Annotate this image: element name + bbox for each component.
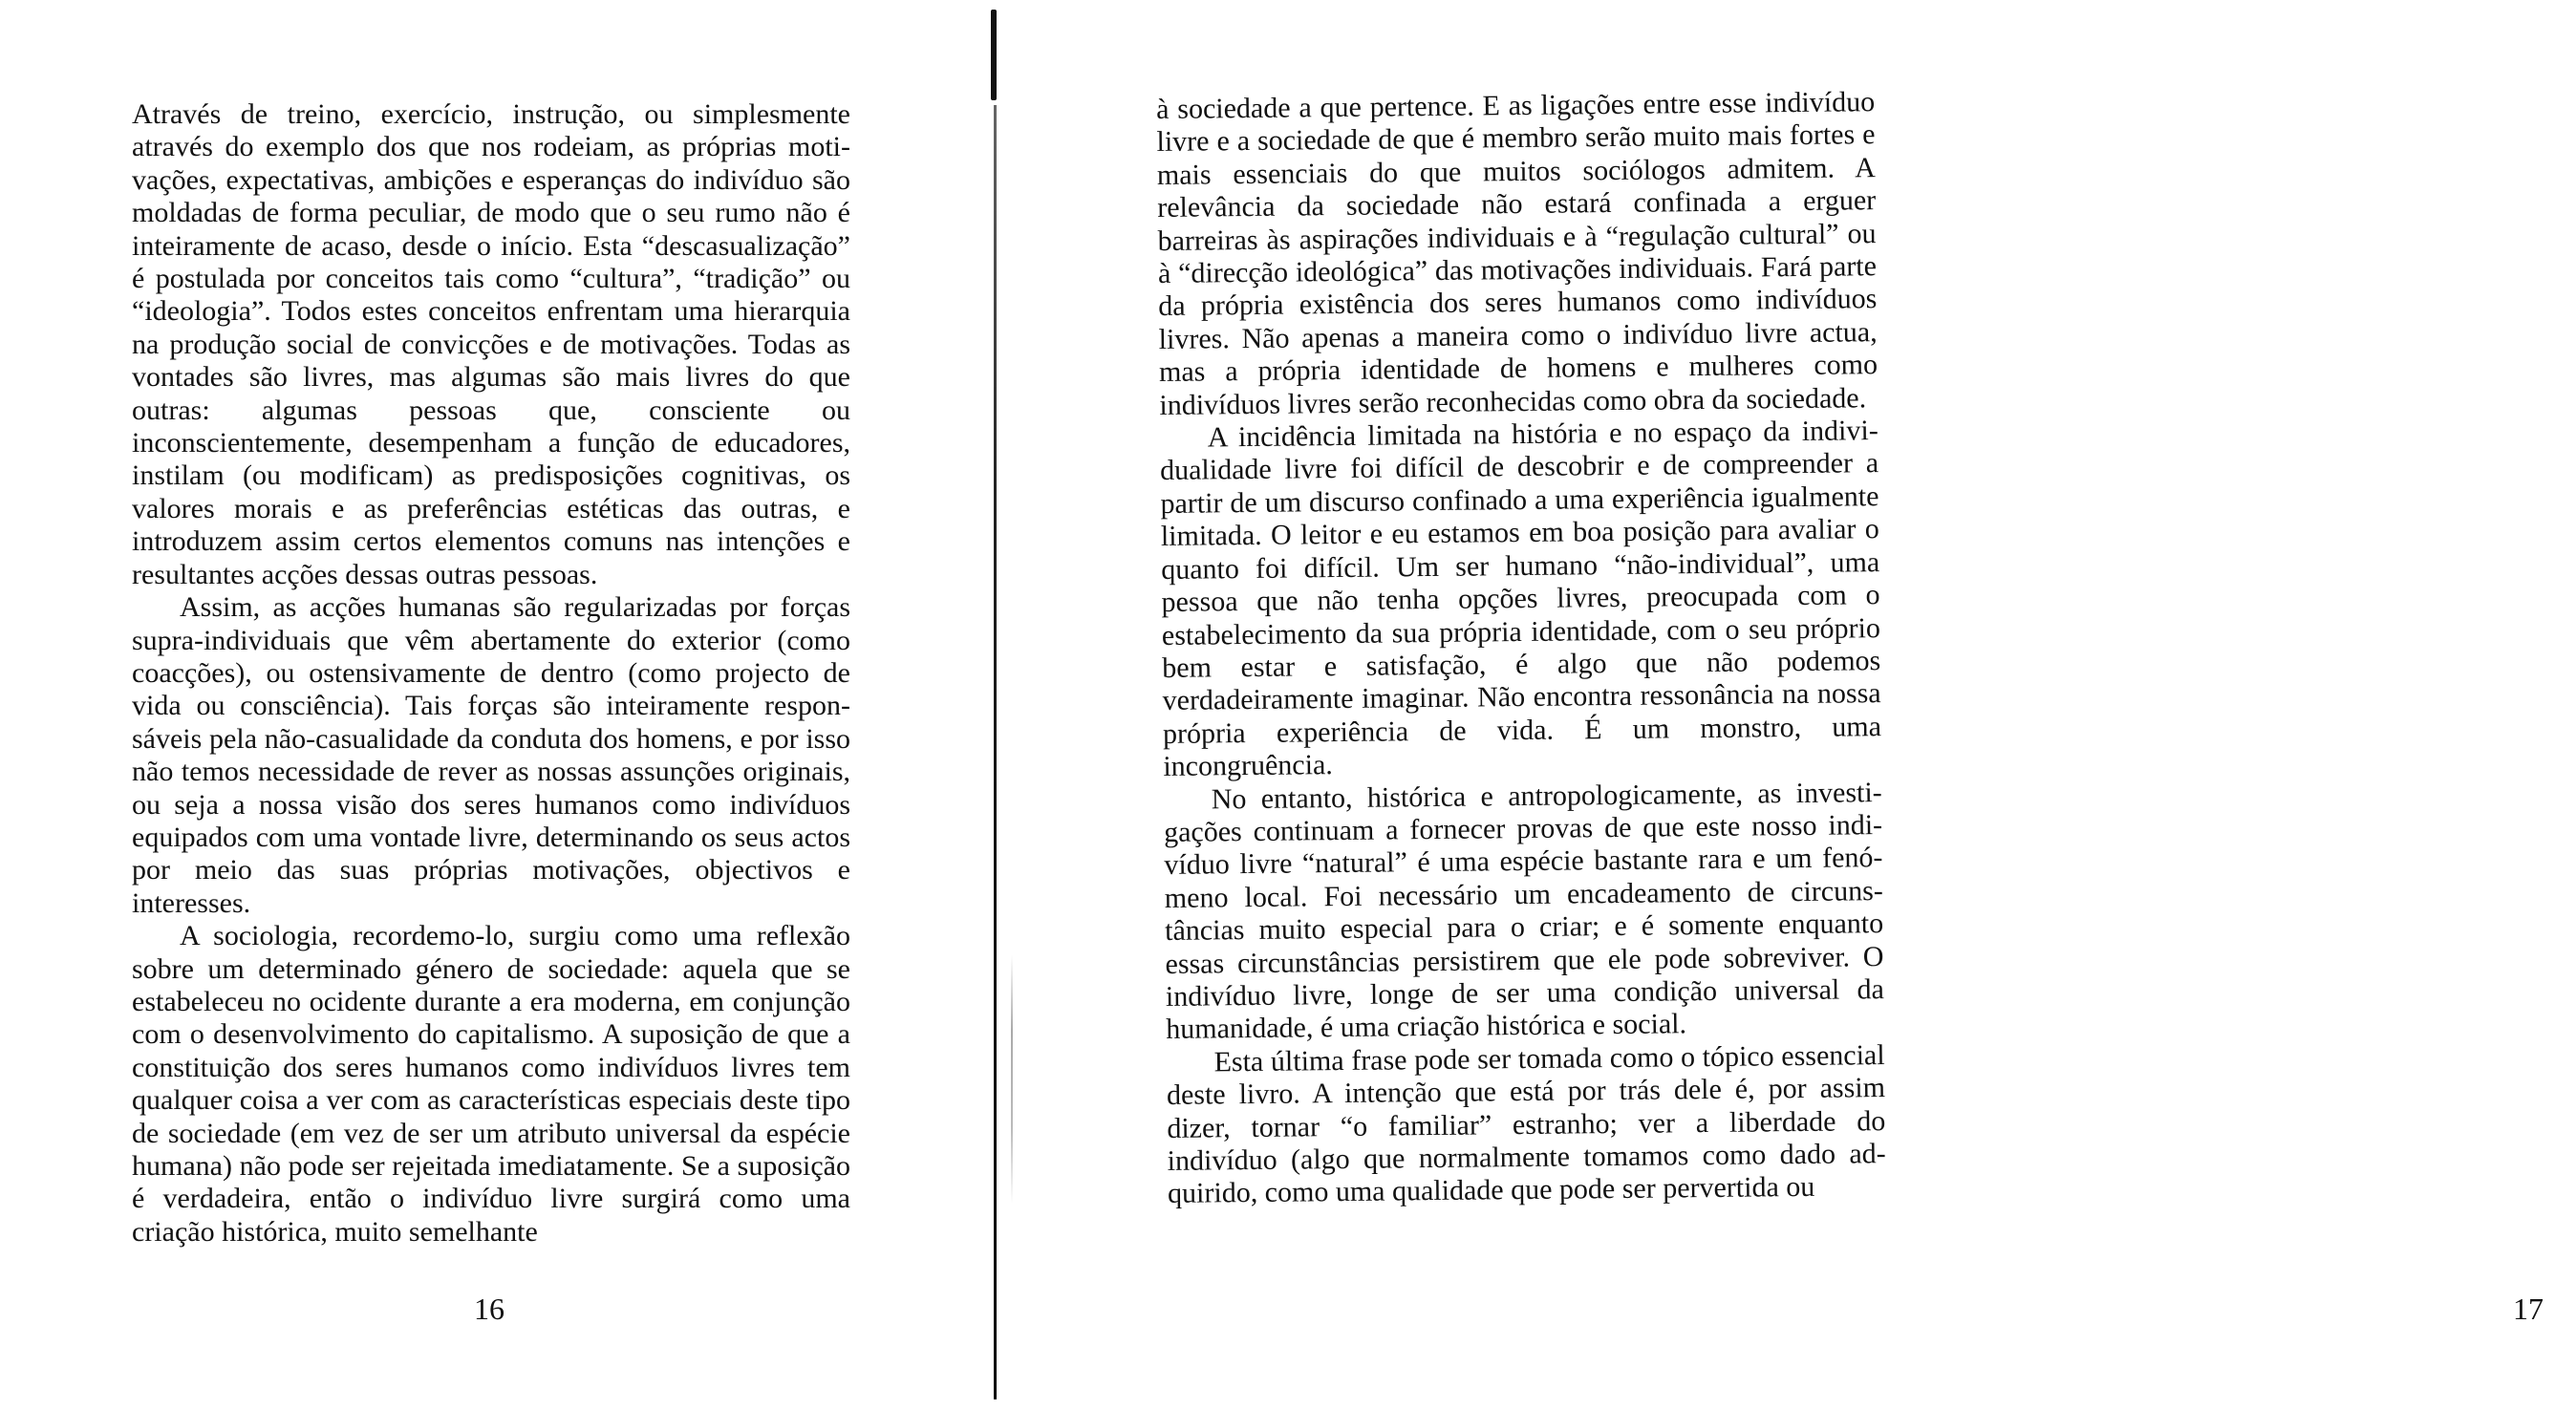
left-page [0,0,994,1409]
paragraph: Através de treino, exercício, instrução, ou simplesmente através do exemplo dos que nos rodeiam, as próprias motivações, expectativas, ambições e esperanças do indivíduo são moldadas de forma peculiar, de modo que o seu rumo não é inteiramente de acaso, desde o início. Esta “descasualização” é postulada por conceitos tais como “cultura”, “tradição” ou “ideologia”. Todos estes conceitos enfrentam uma hierarquia na produção social de convicções e de motivações. Todas as vontades são livres, mas algumas são mais livres do que outras: algumas pessoas que, consciente ou inconscientemente, desempenham a função de educadores, instilam (ou modificam) as predisposições cognitivas, os valores morais e as preferências estéticas das outras, e introduzem assim certos elementos comuns nas intenções e resultantes acções dessas outras pessoas. [132,98,850,590]
page-number: 16 [474,1292,504,1326]
paragraph: Assim, as acções humanas são regularizadas por forças supra-individuais que vêm abertamente do exterior (como coacções), ou ostensivamente de dentro (como projecto de vida ou consciência). Tais forças são inteiramente responsáveis pela não-casualidade da conduta dos homens, e por isso não temos necessidade de rever as nossas assunções originais, ou seja a nossa visão dos seres humanos como indivíduos equipados com uma vontade livre, determinando os seus actos por meio das suas próprias motivações, objectivos e interesses. [132,591,850,919]
right-page [1001,0,2544,1409]
left-page-text [132,98,850,1249]
paragraph: A incidência limitada na história e no espaço da individualidade livre foi difícil de descobrir e de compreender a partir de um discurso confinado a uma experiência igualmente limitada. O leitor e eu estamos em boa posição para avaliar o quanto foi difícil. Um ser humano “não-individual”, uma pessoa que não tenha opções livres, preocupada com o estabelecimento da sua própria identidade, com o seu próprio bem estar e satisfação, é algo que não podemos verdadeiramente imaginar. Não encontra ressonância na nossa própria experiência de vida. É um monstro, uma incongruência. [1159,415,1882,783]
paragraph: No entanto, histórica e antropologicamente, as investigações continuam a fornecer provas de que este nosso indivíduo livre “natural” é uma espécie bastante rara e um fenómeno local. Foi necessário um encadeamento de circunstâncias muito especial para o criar; e é somente enquanto essas circunstâncias persistirem que ele pode sobreviver. O indivíduo livre, longe de ser uma condição universal da humanidade, é uma criação histórica e social. [1163,776,1885,1046]
paragraph: Esta última frase pode ser tomada como o tópico essencial deste livro. A intenção que está por trás dele é, por assim dizer, tornar “o familiar” estranho; ver a liberdade do indivíduo (algo que normalmente tomamos como dado adquirido, como uma qualidade que pode ser pervertida ou [1166,1038,1886,1210]
paragraph: A sociologia, recordemo-lo, surgiu como uma reflexão sobre um determinado género de sociedade: aquela que se estabeleceu no ocidente durante a era moderna, em conjunção com o desenvolvimento do capitalismo. A suposição de que a constituição dos seres humanos como indivíduos livres tem qualquer coisa a ver com as características especiais deste tipo de sociedade (em vez de ser um atributo universal da espécie humana) não pode ser rejeitada imediatamente. Se a suposição é verdadeira, então o indivíduo livre surgirá como uma criação histórica, muito semelhante [132,920,850,1248]
right-page-text [1156,86,1886,1211]
paragraph: à sociedade a que pertence. E as ligações entre esse indivíduo livre e a sociedade de que é membro serão muito mais fortes e mais essenciais do que muitos sociólogos admitem. A relevância da sociedade não estará confinada a erguer barreiras às aspirações individuais e à “regulação cultural” ou à “direcção ideológica” das motivações individuais. Fará parte da própria existência dos seres humanos como indivíduos livres. Não apenas a maneira como o indivíduo livre actua, mas a própria identidade de homens e mulheres como indivíduos livres serão reconhecidas como obra da sociedade. [1156,86,1878,421]
gutter-shadow-top [991,10,997,100]
gutter-shadow [994,105,997,1399]
page-number: 17 [2513,1292,2544,1326]
